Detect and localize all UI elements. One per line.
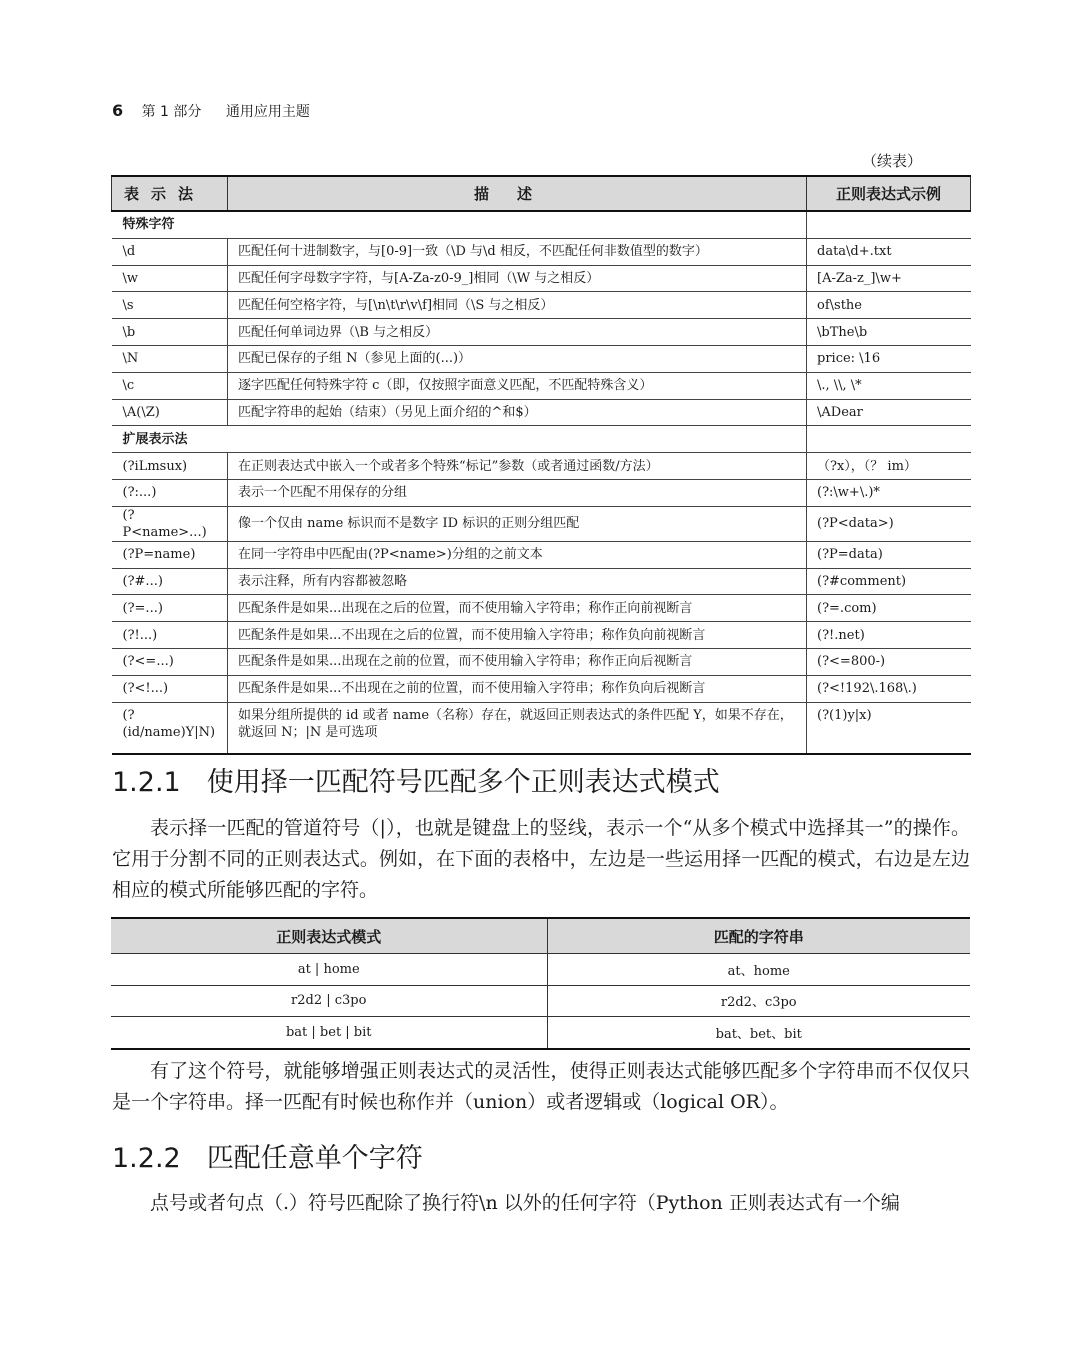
column-header-example: 正则表达式示例 — [807, 176, 971, 211]
table-cell — [807, 426, 971, 453]
example-cell: (?=.com) — [807, 595, 971, 622]
description-cell: 匹配条件是如果...出现在之前的位置，而不使用输入字符串；称作正向后视断言 — [228, 648, 807, 675]
notation-cell: \d — [112, 238, 228, 265]
table-row — [112, 319, 971, 346]
matched-cell: bat、bet、bit — [547, 1017, 970, 1049]
description-cell: 在正则表达式中嵌入一个或者多个特殊“标记”参数（或者通过函数/方法） — [228, 453, 807, 480]
regex-table — [111, 175, 971, 755]
page-header — [112, 101, 310, 121]
notation-cell: (?!...) — [112, 622, 228, 649]
example-cell: (?:\w+\.)* — [807, 479, 971, 506]
table-row — [112, 453, 971, 480]
table-row — [112, 702, 971, 754]
pattern-cell: bat | bet | bit — [111, 1017, 547, 1049]
table-row — [111, 1017, 970, 1049]
matched-cell: at、home — [547, 954, 970, 986]
continued-label: （续表） — [861, 152, 922, 170]
section-row — [112, 426, 971, 453]
section-number: 1.2.2 — [112, 1143, 181, 1174]
table-row — [112, 265, 971, 292]
table-row — [111, 954, 970, 986]
table-row — [112, 541, 971, 568]
table-row — [112, 568, 971, 595]
example-cell: (?P<data>) — [807, 506, 971, 541]
part-label: 第 1 部分 — [141, 104, 202, 120]
notation-cell: (?iLmsux) — [112, 453, 228, 480]
table-row — [112, 622, 971, 649]
description-cell: 逐字匹配任何特殊字符 c（即，仅按照字面意义匹配，不匹配特殊含义） — [228, 372, 807, 399]
description-cell: 匹配条件是如果...出现在之后的位置，而不使用输入字符串；称作正向前视断言 — [228, 595, 807, 622]
notation-cell: (?=...) — [112, 595, 228, 622]
description-cell: 在同一字符串中匹配由(?P<name>)分组的之前文本 — [228, 541, 807, 568]
section-row — [112, 211, 971, 238]
table-row — [112, 292, 971, 319]
example-cell: \ADear — [807, 399, 971, 426]
column-header-notation: 表示法 — [112, 176, 228, 211]
description-cell: 匹配任何空格字符，与[\n\t\r\v\f]相同（\S 与之相反） — [228, 292, 807, 319]
example-cell: (?<!192\.168\.) — [807, 675, 971, 702]
example-cell: (?(1)y|x) — [807, 702, 971, 754]
notation-cell: (?P=name) — [112, 541, 228, 568]
example-cell: (?#comment) — [807, 568, 971, 595]
table-row — [112, 399, 971, 426]
alternation-table — [111, 917, 970, 1050]
notation-cell: (?<!...) — [112, 675, 228, 702]
paragraph-1: 表示择一匹配的管道符号（|），也就是键盘上的竖线，表示一个“从多个模式中选择其一”的操作。它用于分割不同的正则表达式。例如，在下面的表格中，左边是一些运用择一匹配的模式，右边是左边相应的模式所能够匹配的字符。 — [112, 817, 970, 901]
notation-cell: (?P<name>...) — [112, 506, 228, 541]
paragraph-2: 有了这个符号，就能够增强正则表达式的灵活性，使得正则表达式能够匹配多个字符串而不仅仅只是一个字符串。择一匹配有时候也称作并（union）或者逻辑或（logical OR）。 — [112, 1060, 970, 1113]
example-cell: (?P=data) — [807, 541, 971, 568]
page-number: 6 — [112, 101, 124, 120]
example-cell: \., \\, \* — [807, 372, 971, 399]
topic-label: 通用应用主题 — [225, 104, 310, 120]
notation-cell: \c — [112, 372, 228, 399]
table-row — [112, 648, 971, 675]
description-cell: 匹配已保存的子组 N（参见上面的(...)） — [228, 345, 807, 372]
example-cell: data\d+.txt — [807, 238, 971, 265]
notation-cell: \s — [112, 292, 228, 319]
section-title: 匹配任意单个字符 — [206, 1143, 423, 1174]
example-cell: （?x），（？ im） — [807, 453, 971, 480]
description-cell: 如果分组所提供的 id 或者 name（名称）存在，就返回正则表达式的条件匹配 Y，如果不存在，就返回 N；|N 是可选项 — [228, 702, 807, 754]
column-header-matched: 匹配的字符串 — [547, 918, 970, 954]
notation-cell: (?#...) — [112, 568, 228, 595]
section-label: 扩展表示法 — [112, 426, 807, 453]
table-header-row — [112, 176, 971, 211]
table-cell — [807, 211, 971, 238]
section-label: 特殊字符 — [112, 211, 807, 238]
section-heading-1-2-1 — [112, 760, 720, 799]
notation-cell: (?:...) — [112, 479, 228, 506]
column-header-pattern: 正则表达式模式 — [111, 918, 547, 954]
paragraph-3: 点号或者句点（.）符号匹配除了换行符\n 以外的任何字符（Python 正则表达式有一个编 — [150, 1192, 900, 1214]
table-row — [111, 985, 970, 1017]
column-header-description: 描述 — [228, 176, 807, 211]
table-header-row — [111, 918, 970, 954]
description-cell: 匹配任何十进制数字，与[0-9]一致（\D 与\d 相反，不匹配任何非数值型的数字） — [228, 238, 807, 265]
section-heading-1-2-2 — [112, 1136, 423, 1175]
description-cell: 匹配任何单词边界（\B 与之相反） — [228, 319, 807, 346]
pattern-cell: at | home — [111, 954, 547, 986]
example-cell: price: \16 — [807, 345, 971, 372]
notation-cell: (?(id/name)Y|N) — [112, 702, 228, 754]
example-cell: (?!.net) — [807, 622, 971, 649]
notation-cell: (?<=...) — [112, 648, 228, 675]
description-cell: 表示注释，所有内容都被忽略 — [228, 568, 807, 595]
notation-cell: \A(\Z) — [112, 399, 228, 426]
example-cell: \bThe\b — [807, 319, 971, 346]
description-cell: 表示一个匹配不用保存的分组 — [228, 479, 807, 506]
notation-cell: \w — [112, 265, 228, 292]
description-cell: 匹配条件是如果...不出现在之后的位置，而不使用输入字符串；称作负向前视断言 — [228, 622, 807, 649]
table-row — [112, 675, 971, 702]
table-row — [112, 372, 971, 399]
description-cell: 匹配条件是如果...不出现在之前的位置，而不使用输入字符串；称作负向后视断言 — [228, 675, 807, 702]
notation-cell: \N — [112, 345, 228, 372]
table-row — [112, 345, 971, 372]
description-cell: 匹配字符串的起始（结束）（另见上面介绍的^和$） — [228, 399, 807, 426]
table-row — [112, 506, 971, 541]
pattern-cell: r2d2 | c3po — [111, 985, 547, 1017]
section-title: 使用择一匹配符号匹配多个正则表达式模式 — [206, 767, 720, 798]
table-row — [112, 238, 971, 265]
description-cell: 像一个仅由 name 标识而不是数字 ID 标识的正则分组匹配 — [228, 506, 807, 541]
matched-cell: r2d2、c3po — [547, 985, 970, 1017]
example-cell: [A-Za-z_]\w+ — [807, 265, 971, 292]
example-cell: of\sthe — [807, 292, 971, 319]
example-cell: (?<=800-) — [807, 648, 971, 675]
table-row — [112, 595, 971, 622]
table-row — [112, 479, 971, 506]
section-number: 1.2.1 — [112, 767, 181, 798]
description-cell: 匹配任何字母数字字符，与[A-Za-z0-9_]相同（\W 与之相反） — [228, 265, 807, 292]
notation-cell: \b — [112, 319, 228, 346]
